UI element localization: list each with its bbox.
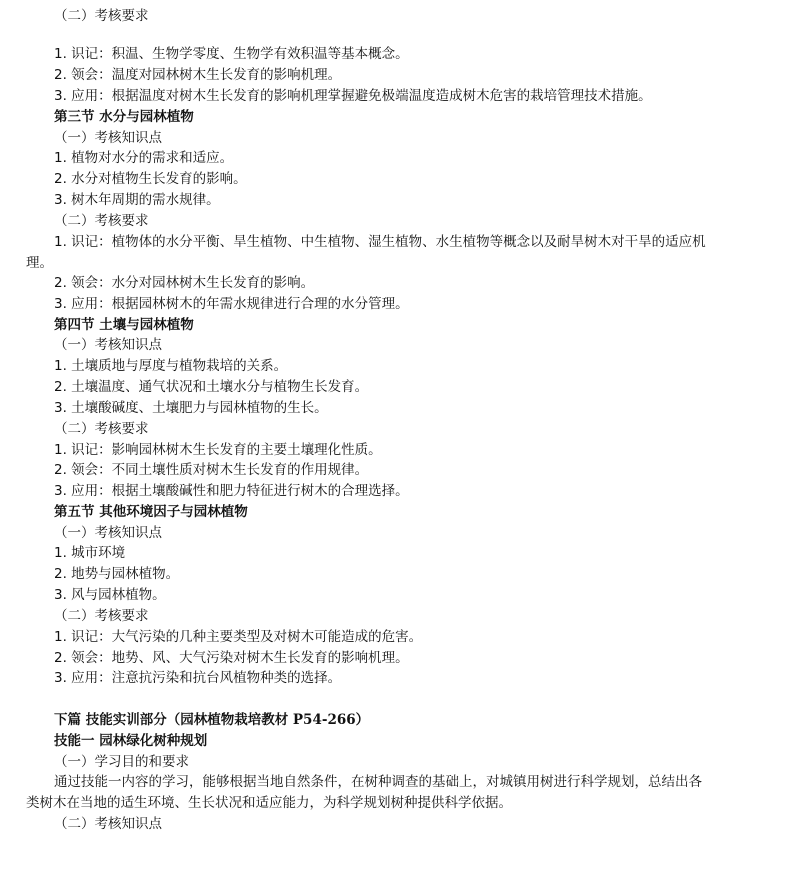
section-title: 第四节 土壤与园林植物 xyxy=(54,317,194,333)
list-item-continuation: 理。 xyxy=(26,255,53,271)
list-item: 1. 识记：影响园林树木生长发育的主要土壤理化性质。 xyxy=(54,442,382,458)
list-item: 1. 识记：植物体的水分平衡、旱生植物、中生植物、湿生植物、水生植物等概念以及耐旱树木对干旱的适应机 xyxy=(54,234,706,250)
paragraph-line: 通过技能一内容的学习，能够根据当地自然条件，在树种调查的基础上，对城镇用树进行科学规划，总结出各 xyxy=(54,774,702,790)
list-item: 3. 应用：注意抗污染和抗台风植物种类的选择。 xyxy=(54,670,342,686)
section-title: 第三节 水分与园林植物 xyxy=(54,109,194,125)
list-item: 2. 领会：不同土壤性质对树木生长发育的作用规律。 xyxy=(54,462,369,478)
list-item: 3. 应用：根据温度对树木生长发育的影响机理掌握避免极端温度造成树木危害的栽培管理技术措施。 xyxy=(54,88,652,104)
subsection-heading: （二）考核要求 xyxy=(54,608,149,624)
list-item: 3. 土壤酸碱度、土壤肥力与园林植物的生长。 xyxy=(54,400,328,416)
list-item: 2. 水分对植物生长发育的影响。 xyxy=(54,171,247,187)
subsection-heading: （一）学习目的和要求 xyxy=(54,754,189,770)
list-item: 3. 应用：根据土壤酸碱性和肥力特征进行树木的合理选择。 xyxy=(54,483,409,499)
part-title: 下篇 技能实训部分（园林植物栽培教材 P54-266） xyxy=(54,712,370,728)
list-item: 2. 领会：水分对园林树木生长发育的影响。 xyxy=(54,275,315,291)
subsection-heading: （一）考核知识点 xyxy=(54,337,162,353)
list-item: 2. 领会：温度对园林树木生长发育的影响机理。 xyxy=(54,67,342,83)
list-item: 1. 植物对水分的需求和适应。 xyxy=(54,150,234,166)
list-item: 1. 识记：积温、生物学零度、生物学有效积温等基本概念。 xyxy=(54,46,409,62)
list-item: 2. 领会：地势、风、大气污染对树木生长发育的影响机理。 xyxy=(54,650,409,666)
list-item: 3. 应用：根据园林树木的年需水规律进行合理的水分管理。 xyxy=(54,296,409,312)
subsection-heading: （二）考核要求 xyxy=(54,213,149,229)
paragraph-line: 类树木在当地的适生环境、生长状况和适应能力，为科学规划树种提供科学依据。 xyxy=(26,795,512,811)
section-title: 第五节 其他环境因子与园林植物 xyxy=(54,504,248,520)
list-item: 1. 城市环境 xyxy=(54,545,126,561)
subsection-heading: （二）考核要求 xyxy=(54,421,149,437)
list-item: 2. 地势与园林植物。 xyxy=(54,566,180,582)
list-item: 1. 土壤质地与厚度与植物栽培的关系。 xyxy=(54,358,288,374)
subsection-heading: （二）考核知识点 xyxy=(54,816,162,832)
list-item: 3. 风与园林植物。 xyxy=(54,587,166,603)
subsection-heading: （一）考核知识点 xyxy=(54,130,162,146)
skill-title: 技能一 园林绿化树种规划 xyxy=(54,733,208,749)
list-item: 1. 识记：大气污染的几种主要类型及对树木可能造成的危害。 xyxy=(54,629,423,645)
requirements-heading: （二）考核要求 xyxy=(54,8,149,24)
list-item: 2. 土壤温度、通气状况和土壤水分与植物生长发育。 xyxy=(54,379,369,395)
subsection-heading: （一）考核知识点 xyxy=(54,525,162,541)
list-item: 3. 树木年周期的需水规律。 xyxy=(54,192,220,208)
